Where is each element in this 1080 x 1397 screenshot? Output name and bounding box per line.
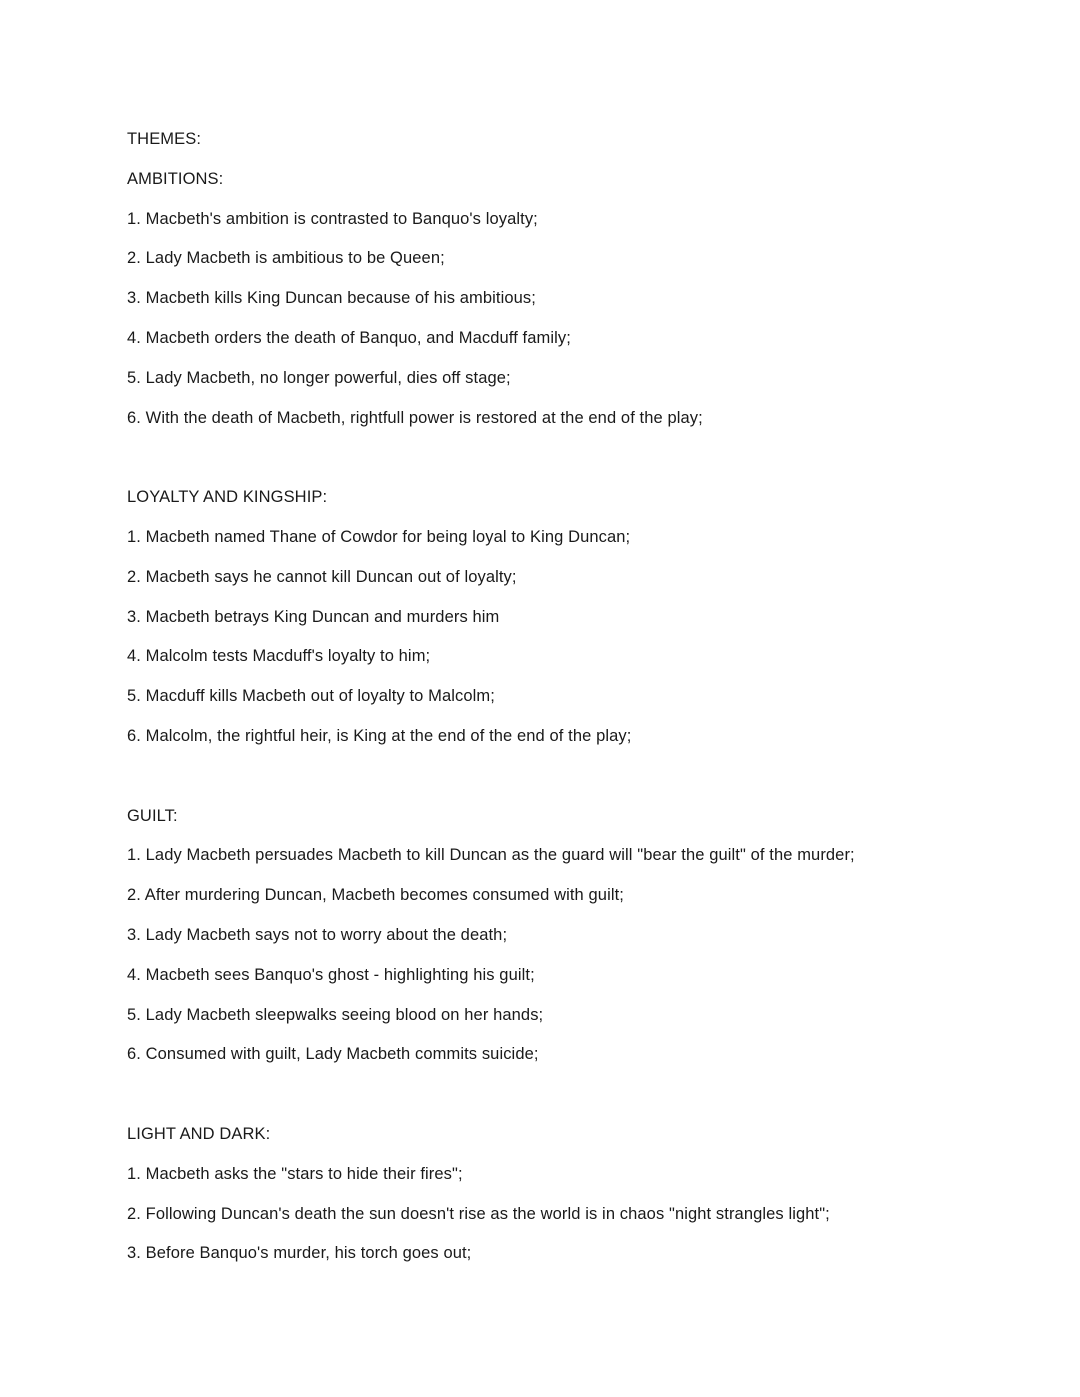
list-item: 3. Before Banquo's murder, his torch goes out;: [127, 1244, 472, 1263]
document-page: [127, 129, 1027, 1283]
list-item: 3. Macbeth kills King Duncan because of his ambitious;: [127, 289, 536, 308]
list-item: 6. With the death of Macbeth, rightfull power is restored at the end of the play;: [127, 408, 703, 427]
list-item: 4. Macbeth orders the death of Banquo, and Macduff family;: [127, 328, 571, 347]
section-heading: LOYALTY AND KINGSHIP:: [127, 488, 328, 507]
list-item: 2. Following Duncan's death the sun doesn't rise as the world is in chaos "night strangles light";: [127, 1204, 830, 1223]
list-item: 1. Macbeth named Thane of Cowdor for being loyal to King Duncan;: [127, 527, 631, 546]
list-item: 6. Consumed with guilt, Lady Macbeth commits suicide;: [127, 1045, 539, 1064]
list-item: 5. Lady Macbeth, no longer powerful, dies off stage;: [127, 368, 511, 387]
section-heading: GUILT:: [127, 806, 178, 825]
section-heading: LIGHT AND DARK:: [127, 1124, 271, 1143]
list-item: 4. Macbeth sees Banquo's ghost - highlighting his guilt;: [127, 965, 535, 984]
section-heading: AMBITIONS:: [127, 169, 224, 188]
list-item: 5. Macduff kills Macbeth out of loyalty to Malcolm;: [127, 687, 495, 706]
section-light-and-dark: [127, 1124, 1027, 1263]
list-item: 5. Lady Macbeth sleepwalks seeing blood on her hands;: [127, 1005, 544, 1024]
section-guilt: [127, 806, 1027, 1065]
list-item: 3. Lady Macbeth says not to worry about the death;: [127, 925, 508, 944]
section-loyalty-and-kingship: [127, 487, 1027, 746]
list-item: 1. Macbeth's ambition is contrasted to Banquo's loyalty;: [127, 209, 538, 228]
section-ambitions: [127, 169, 1027, 428]
list-item: 1. Lady Macbeth persuades Macbeth to kill Duncan as the guard will "bear the guilt" of the murder;: [127, 846, 855, 865]
list-item: 2. Lady Macbeth is ambitious to be Queen;: [127, 249, 445, 268]
list-item: 1. Macbeth asks the "stars to hide their fires";: [127, 1164, 463, 1183]
section-spacer: [127, 766, 1027, 806]
document-title: THEMES:: [127, 130, 202, 148]
list-item: 6. Malcolm, the rightful heir, is King at the end of the end of the play;: [127, 726, 632, 745]
list-item: 2. After murdering Duncan, Macbeth becomes consumed with guilt;: [127, 886, 624, 905]
section-spacer: [127, 447, 1027, 487]
list-item: 3. Macbeth betrays King Duncan and murders him: [127, 607, 500, 626]
section-spacer: [127, 1084, 1027, 1124]
list-item: 4. Malcolm tests Macduff's loyalty to him;: [127, 647, 431, 666]
list-item: 2. Macbeth says he cannot kill Duncan out of loyalty;: [127, 567, 517, 586]
